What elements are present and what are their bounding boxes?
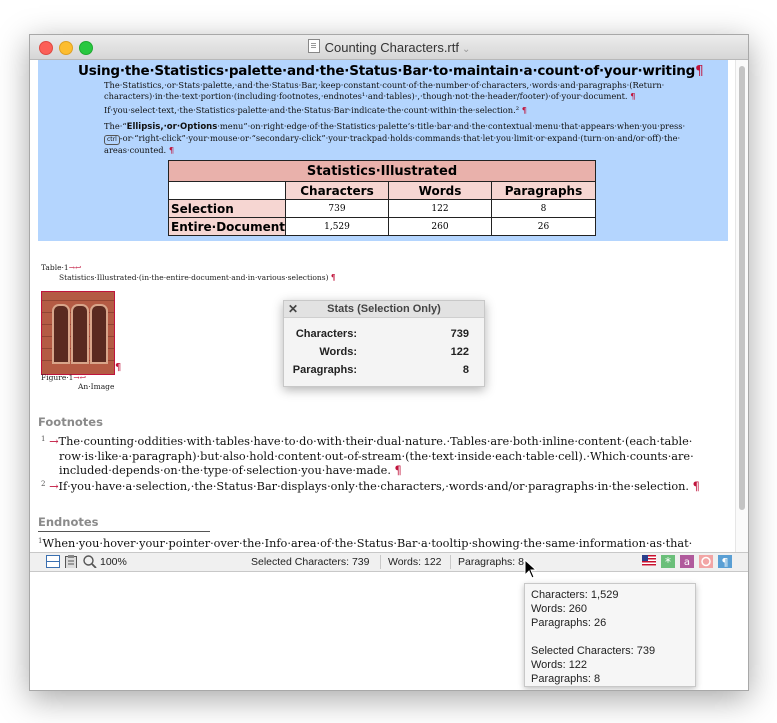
footnote-1: $^1$ →The·counting·oddities·with·tables·have·to·do·with·their·dual·nature.·Tables·are·both·inline·content·(each·table· row·is·like·a·paragraph)·but·also·hold·content·out-of-stream·(the·text·inside·each·table·cell).·Which·counts·are· included·depends·on·the·type·of·selection·you·have·made. ¶ xyxy=(41,435,694,477)
endnote-1: $^1$When·you·hover·your·pointer·over·the·Info·area·of·the·Status·Bar·a·tooltip·showing·the·same·information·as·that· xyxy=(38,537,693,550)
status-tooltip: Characters: 1,529 Words: 260 Paragraphs: 26 Selected Characters: 739 Words: 122 Paragraphs: 8 xyxy=(524,583,696,687)
stats-palette-title[interactable]: ✕ Stats (Selection Only) xyxy=(284,301,484,318)
table-cell: 122 xyxy=(389,200,492,218)
svg-text:¶: ¶ xyxy=(721,556,729,568)
endnotes-heading: Endnotes xyxy=(38,515,99,529)
title-bar xyxy=(30,35,748,60)
stats-palette[interactable]: ✕ Stats (Selection Only) Characters: 739 Words: 122 Paragraphs: 8 xyxy=(283,300,485,387)
words-count[interactable]: Words: 122 xyxy=(388,556,442,568)
table-header: Words xyxy=(389,182,492,200)
svg-text:a: a xyxy=(683,557,691,568)
paragraph-1: The·Statistics,·or·Stats·palette,·and·the·Status·Bar,·keep·constant·count·of·the·number·of·characters,·words·and·paragraphs·(Return· characters)·in·the·text·portion·(including·footnotes,·endnotes¹·and·tables)·,·though·not·the·header/footer)·of·your·document. ¶ xyxy=(104,80,665,101)
table-cell: 8 xyxy=(492,200,596,218)
vertical-scrollbar[interactable] xyxy=(735,60,748,552)
svg-text:*: * xyxy=(665,555,671,568)
split-view-icon[interactable] xyxy=(46,555,60,568)
endnote-separator xyxy=(38,531,210,532)
table-cell: 26 xyxy=(492,218,596,236)
pilcrow-icon[interactable] xyxy=(718,555,732,568)
window-title[interactable]: Counting Characters.rtf ⌄ xyxy=(30,39,748,55)
table-cell: 1,529 xyxy=(286,218,389,236)
footnote-2: $^2$ →If·you·have·a·selection,·the·Status·Bar·displays·only·the·characters,·words·and/or·paragraphs·in·the·selection. ¶ xyxy=(41,480,700,493)
table-caption: Statistics·Illustrated xyxy=(169,161,596,182)
document-window xyxy=(29,34,749,691)
snowflake-icon[interactable] xyxy=(661,555,675,568)
selected-characters-count[interactable]: Selected Characters: 739 xyxy=(251,556,370,568)
table-row xyxy=(169,218,596,236)
table-cell: 260 xyxy=(389,218,492,236)
ctrl-key-icon: ctrl xyxy=(104,135,120,145)
us-flag-icon[interactable] xyxy=(642,555,656,568)
footnotes-heading: Footnotes xyxy=(38,415,103,429)
table-header: Characters xyxy=(286,182,389,200)
figure-caption: An·Image xyxy=(78,382,115,391)
figure-label: Figure·1→↩ xyxy=(41,373,86,382)
document-heading: Using·the·Statistics·palette·and·the·Status·Bar·to·maintain·a·count·of·your·writing¶ xyxy=(78,63,704,79)
mouse-pointer-icon xyxy=(524,559,538,579)
paragraphs-count[interactable]: Paragraphs: 8 xyxy=(458,556,524,568)
table-cell: 739 xyxy=(286,200,389,218)
font-a-icon[interactable] xyxy=(680,555,694,568)
figure-image[interactable] xyxy=(41,291,115,375)
pattern-icon[interactable] xyxy=(699,555,713,568)
magnifier-icon[interactable] xyxy=(83,555,97,568)
document-content[interactable]: Using·the·Statistics·palette·and·the·Status·Bar·to·maintain·a·count·of·your·writing¶ The·Statistics,·or·Stats·palette,·and·the·Status·Bar,·keep·constant·count·of·the·number·of·characters,·words·and·paragraphs·(Return· characters)·in·the·text·portion·(including·footnotes,·endnotes¹·and·tables)·,·though·not·the·header/footer)·of·your·document. ¶ If·you·select·text,·the·Statistics·palette·and·the·Status·Bar·indicate·the·count·within·the·selection.² ¶ The·“Ellipsis,·or·Options·menu”·on·right·edge·of·the·Statistics·palette’s·title·bar·and·the·contextual·menu·that·appears·when·you·press· ctrl -or·“right-click”·your·mouse·or·“secondary-click”·your·trackpad·holds·commands·that·let·you·limit·or·expand·(turn·on·and/or·off)·the· areas·counted. ¶ Statistics·Illustrated Characters Words Paragraphs Selection 739 122 8 Entire·Document 1,529 260 26 Table·1→↩ Statistics·Illustrated·(in·the·entire·document·and·in·various·selections) ¶ ¶ Figure·1→↩ An·Image ✕ Stats (Selection Only) Characters: 739 Words: 122 Paragraphs: 8 Footnotes $^1$ →The·counting·oddities·with·tables·have·to·do·with·their·dual·nature.·Tables·are·both·inline·content·(each·table· row·is·like·a·paragraph)·but·also·hold·content·out-of-stream·(the·text·inside·each·table·cell).·Which·counts·are· included·depends·on·the·type·of·selection·you·have·made. ¶ $^2$ →If·you·have·a·selection,·the·Status·Bar·displays·only·the·characters,·words·and/or·paragraphs·in·the·selection. ¶ Endnotes $^1$When·you·hover·your·pointer·over·the·Info·area·of·the·Status·Bar·a·tooltip·showing·the·same·information·as·that· xyxy=(30,60,736,552)
scrollbar-thumb[interactable] xyxy=(739,66,745,510)
table-header: Paragraphs xyxy=(492,182,596,200)
row-label: Entire·Document xyxy=(169,218,286,236)
zoom-level[interactable]: 100% xyxy=(100,556,127,568)
paragraph-3: The·“Ellipsis,·or·Options·menu”·on·right·edge·of·the·Statistics·palette’s·title·bar·and·the·contextual·menu·that·appears·when·you·press· ctrl -or·“right-click”·your·mouse·or·“secondary-click”·your·trackpad·holds·commands·that·let·you·limit·or·expand·(turn·on·and/or·off)·the· areas·counted. ¶ xyxy=(104,121,686,155)
chevron-down-icon[interactable]: ⌄ xyxy=(462,44,471,55)
table-caption-text: Statistics·Illustrated·(in·the·entire·document·and·in·various·selections) ¶ xyxy=(59,273,336,282)
row-label: Selection xyxy=(169,200,286,218)
paragraph-2: If·you·select·text,·the·Statistics·palette·and·the·Status·Bar·indicate·the·count·within·the·selection.² ¶ xyxy=(104,105,528,115)
table-label: Table·1→↩ xyxy=(41,263,82,272)
table-row xyxy=(169,200,596,218)
close-icon[interactable]: ✕ xyxy=(288,302,299,316)
document-icon xyxy=(308,39,320,53)
status-bar xyxy=(30,552,748,572)
statistics-table xyxy=(168,160,596,236)
clipboard-icon[interactable] xyxy=(65,555,77,568)
